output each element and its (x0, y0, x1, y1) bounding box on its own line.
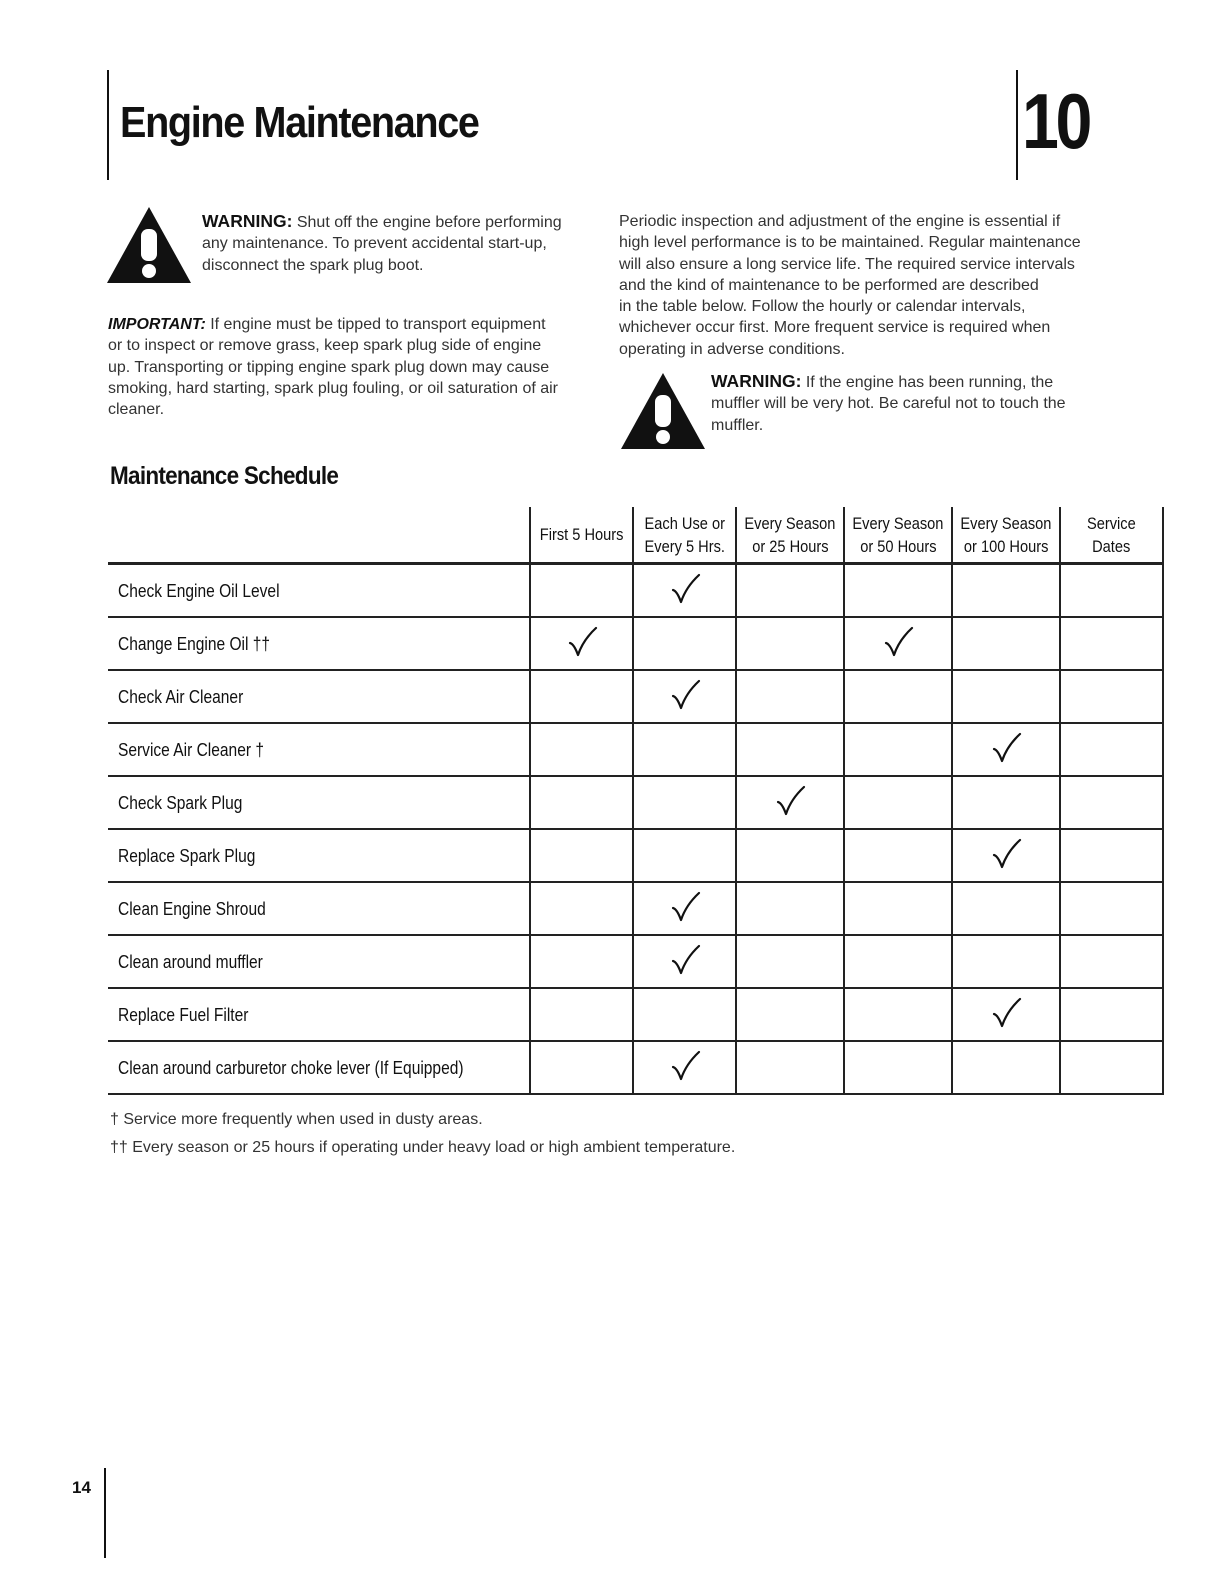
maintenance-schedule-table (108, 507, 1164, 1095)
interval-cell (952, 829, 1060, 882)
page-title: Engine Maintenance (120, 98, 479, 147)
column-header-label: Service (1087, 513, 1136, 533)
interval-cell (633, 935, 736, 988)
table-row (108, 723, 1163, 776)
interval-cell (952, 882, 1060, 935)
column-header-label: First 5 Hours (540, 525, 624, 544)
task-cell (108, 617, 530, 670)
table-row (108, 935, 1163, 988)
column-header (952, 507, 1060, 564)
table-row (108, 988, 1163, 1041)
intro-line: operating in adverse conditions. (619, 340, 845, 358)
interval-cell (952, 564, 1060, 618)
task-label: Check Air Cleaner (118, 685, 244, 707)
task-cell (108, 776, 530, 829)
warning-triangle-icon (619, 371, 707, 451)
interval-cell (530, 617, 633, 670)
task-label: Change Engine Oil †† (118, 632, 271, 654)
important-text: If engine must be tipped to transport equipment (210, 316, 546, 333)
table-row (108, 670, 1163, 723)
table-row (108, 1041, 1163, 1094)
interval-cell (633, 564, 736, 618)
title-rule (107, 70, 109, 180)
page-number-rule (104, 1468, 106, 1558)
checkmark-icon (668, 677, 702, 711)
table-row (108, 776, 1163, 829)
interval-cell (530, 776, 633, 829)
column-header (844, 507, 952, 564)
table-row (108, 829, 1163, 882)
warning-text: muffler will be very hot. Be careful not to touch the (711, 395, 1066, 413)
section-title: Maintenance Schedule (110, 462, 339, 490)
interval-cell (736, 935, 844, 988)
column-header-label: Dates (1092, 536, 1131, 556)
interval-cell (530, 988, 633, 1041)
interval-cell (530, 564, 633, 618)
column-header-label: Every 5 Hrs. (644, 536, 726, 556)
warning-label: WARNING: (202, 211, 293, 231)
interval-cell (736, 882, 844, 935)
column-header-label: or 100 Hours (963, 536, 1049, 556)
interval-cell (633, 829, 736, 882)
interval-cell (844, 776, 952, 829)
checkmark-icon (989, 995, 1023, 1029)
checkmark-icon (881, 624, 915, 658)
table-row (108, 617, 1163, 670)
interval-cell (530, 1041, 633, 1094)
interval-cell (1060, 776, 1163, 829)
footnote-dusty: † Service more frequently when used in dusty areas. (110, 1111, 483, 1128)
interval-cell (844, 564, 952, 618)
interval-cell (844, 723, 952, 776)
interval-cell (1060, 670, 1163, 723)
interval-cell (1060, 935, 1163, 988)
task-cell (108, 988, 530, 1041)
important-text: cleaner. (108, 401, 165, 419)
task-label: Clean around muffler (118, 950, 263, 972)
interval-cell (1060, 882, 1163, 935)
task-cell (108, 723, 530, 776)
page-number: 14 (72, 1478, 91, 1497)
interval-cell (844, 617, 952, 670)
interval-cell (952, 617, 1060, 670)
interval-cell (952, 776, 1060, 829)
interval-cell (736, 829, 844, 882)
interval-cell (1060, 564, 1163, 618)
task-cell (108, 564, 530, 618)
interval-cell (633, 776, 736, 829)
interval-cell (1060, 723, 1163, 776)
interval-cell (952, 935, 1060, 988)
interval-cell (633, 670, 736, 723)
important-text: or to inspect or remove grass, keep spark plug side of engine (108, 337, 542, 355)
interval-cell (736, 776, 844, 829)
interval-cell (844, 670, 952, 723)
task-cell (108, 670, 530, 723)
interval-cell (952, 670, 1060, 723)
interval-cell (633, 1041, 736, 1094)
task-cell (108, 829, 530, 882)
column-header-label: Each Use or (644, 513, 726, 533)
interval-cell (952, 723, 1060, 776)
interval-cell (952, 988, 1060, 1041)
important-note (108, 314, 598, 420)
table-row (108, 564, 1163, 618)
intro-line: in the table below. Follow the hourly or calendar intervals, (619, 298, 1026, 316)
interval-cell (530, 935, 633, 988)
interval-cell (736, 1041, 844, 1094)
table-header-row (108, 507, 1163, 564)
task-cell (108, 882, 530, 935)
table-row (108, 882, 1163, 935)
checkmark-icon (668, 571, 702, 605)
interval-cell (844, 988, 952, 1041)
task-label: Replace Fuel Filter (118, 1003, 249, 1025)
interval-cell (530, 882, 633, 935)
interval-cell (736, 988, 844, 1041)
warning-text: disconnect the spark plug boot. (202, 256, 424, 274)
interval-cell (844, 1041, 952, 1094)
checkmark-icon (989, 836, 1023, 870)
interval-cell (844, 935, 952, 988)
important-label: IMPORTANT: (108, 316, 206, 333)
interval-cell (633, 723, 736, 776)
intro-line: Periodic inspection and adjustment of the engine is essential if (619, 213, 1061, 230)
warning-text: Shut off the engine before performing (296, 214, 562, 231)
column-header (633, 507, 736, 564)
intro-paragraph (619, 211, 1119, 360)
warning-right (711, 371, 1111, 436)
column-header (736, 507, 844, 564)
interval-cell (952, 1041, 1060, 1094)
intro-line: whichever occur first. More frequent service is required when (619, 319, 1051, 337)
task-label: Service Air Cleaner † (118, 738, 264, 760)
interval-cell (1060, 829, 1163, 882)
interval-cell (844, 829, 952, 882)
header-blank (108, 507, 530, 564)
interval-cell (736, 670, 844, 723)
task-label: Clean Engine Shroud (118, 897, 266, 919)
task-cell (108, 1041, 530, 1094)
task-label: Check Spark Plug (118, 791, 243, 813)
interval-cell (530, 670, 633, 723)
checkmark-icon (773, 783, 807, 817)
task-label: Check Engine Oil Level (118, 579, 280, 601)
warning-triangle-icon (105, 205, 193, 285)
important-text: smoking, hard starting, spark plug fouling, or oil saturation of air (108, 379, 559, 397)
checkmark-icon (668, 889, 702, 923)
column-header-label: Every Season (744, 513, 836, 533)
task-cell (108, 935, 530, 988)
warning-text: If the engine has been running, the (805, 374, 1054, 391)
warning-text: any maintenance. To prevent accidental start-up, (202, 235, 547, 253)
checkmark-icon (989, 730, 1023, 764)
interval-cell (1060, 617, 1163, 670)
column-header-label: or 50 Hours (859, 536, 937, 556)
chapter-number: 10 (1022, 77, 1089, 165)
intro-line: will also ensure a long service life. The required service intervals (619, 255, 1075, 273)
chapter-rule (1016, 70, 1018, 180)
warning-text: muffler. (711, 416, 764, 434)
checkmark-icon (668, 1048, 702, 1082)
interval-cell (1060, 1041, 1163, 1094)
footnote-heavy-load: †† Every season or 25 hours if operating under heavy load or high ambient temperature. (110, 1139, 736, 1156)
intro-line: and the kind of maintenance to be performed are described (619, 276, 1039, 294)
interval-cell (736, 723, 844, 776)
checkmark-icon (565, 624, 599, 658)
task-label: Clean around carburetor choke lever (If Equipped) (118, 1056, 464, 1078)
intro-line: high level performance is to be maintained. Regular maintenance (619, 234, 1081, 252)
column-header-label: or 25 Hours (752, 536, 829, 556)
interval-cell (633, 988, 736, 1041)
warning-label: WARNING: (711, 371, 802, 391)
column-header-label: Every Season (852, 513, 944, 533)
interval-cell (530, 829, 633, 882)
interval-cell (633, 617, 736, 670)
interval-cell (844, 882, 952, 935)
important-text: up. Transporting or tipping engine spark plug down may cause (108, 358, 550, 376)
interval-cell (1060, 988, 1163, 1041)
checkmark-icon (668, 942, 702, 976)
column-header (1060, 507, 1163, 564)
column-header (530, 507, 633, 564)
interval-cell (736, 564, 844, 618)
interval-cell (633, 882, 736, 935)
warning-left (202, 211, 602, 276)
task-label: Replace Spark Plug (118, 844, 256, 866)
interval-cell (736, 617, 844, 670)
interval-cell (530, 723, 633, 776)
column-header-label: Every Season (960, 513, 1052, 533)
